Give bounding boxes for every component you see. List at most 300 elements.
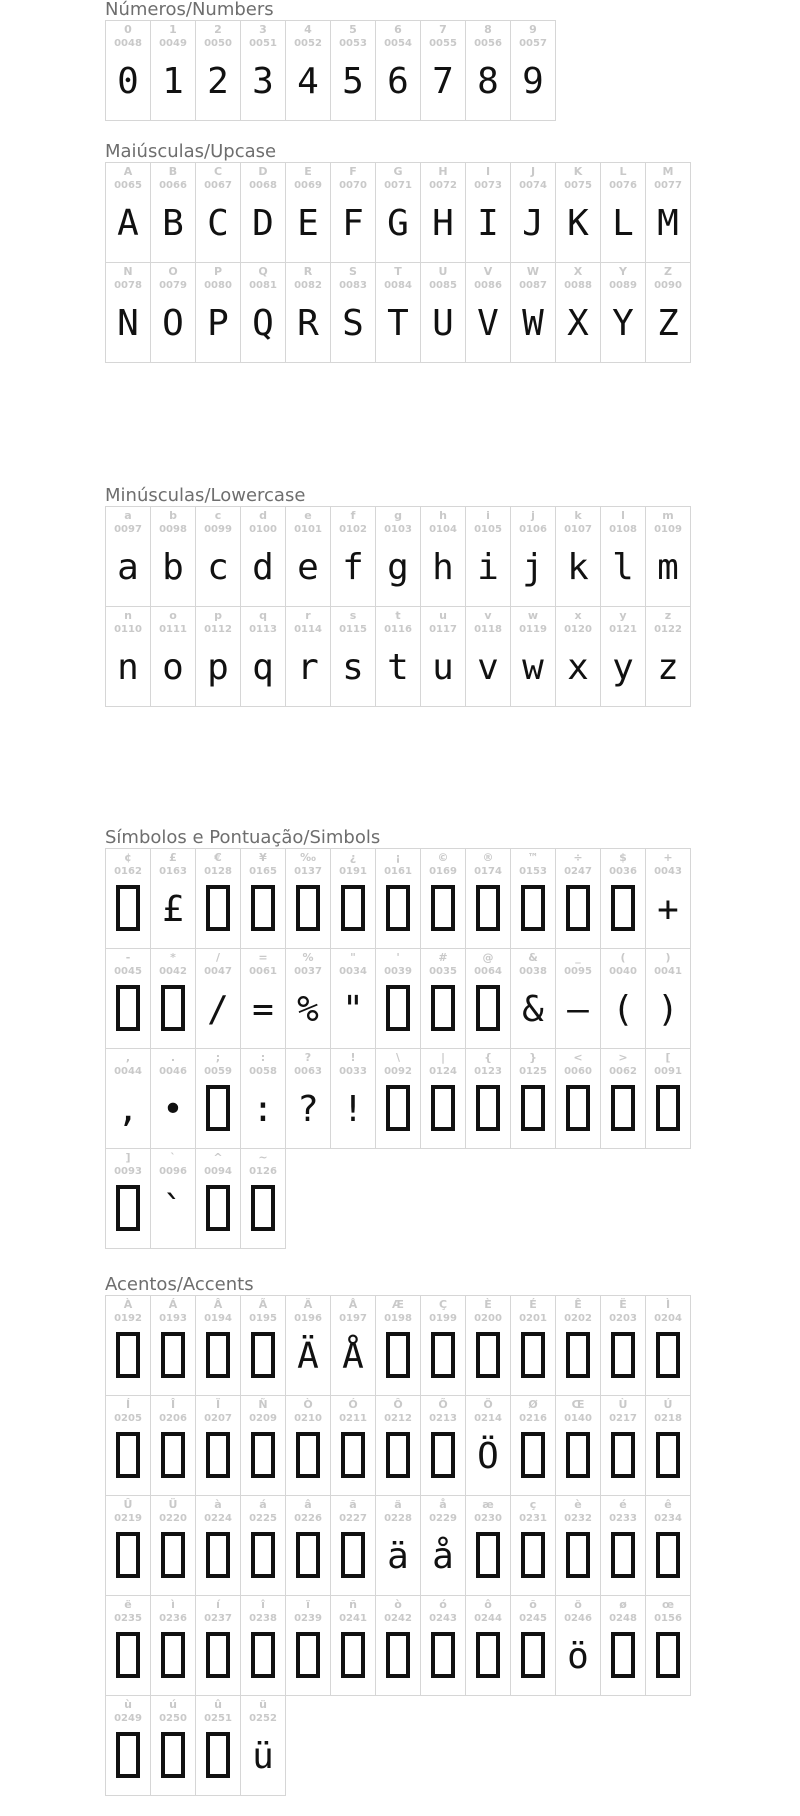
glyph-code: 0225 (249, 1513, 277, 1524)
glyph-code: 0233 (609, 1513, 637, 1524)
glyph-char-label: ] (125, 1151, 131, 1164)
glyph-char-label: I (485, 165, 491, 178)
glyph-char-label: Q (258, 265, 268, 278)
glyph-code: 0197 (339, 1313, 367, 1324)
glyph-char-label: 7 (439, 23, 447, 36)
glyph-preview: 7 (432, 61, 454, 102)
glyph-cell (150, 506, 196, 607)
glyph-preview: q (252, 647, 274, 688)
glyph-code: 0077 (654, 180, 682, 191)
glyph-code: 0102 (339, 524, 367, 535)
missing-glyph-box (646, 1627, 690, 1687)
glyph-cell (600, 848, 646, 949)
glyph-code: 0088 (564, 280, 592, 291)
glyph-cell (420, 948, 466, 1049)
glyph-code: 0049 (159, 38, 187, 49)
glyph-code: 0091 (654, 1066, 682, 1077)
glyph-code: 0227 (339, 1513, 367, 1524)
glyph-code: 0066 (159, 180, 187, 191)
glyph-preview: : (252, 1089, 274, 1130)
glyph-code: 0118 (474, 624, 502, 635)
glyph-char-label: Å (348, 1298, 358, 1311)
glyph-preview: G (387, 203, 409, 244)
glyph-preview: t (387, 647, 409, 688)
glyph-cell (465, 948, 511, 1049)
glyph-code: 0199 (429, 1313, 457, 1324)
glyph-preview: B (162, 203, 184, 244)
glyph-preview: g (387, 547, 409, 588)
glyph-char-label: N (123, 265, 133, 278)
glyph-cell (375, 506, 421, 607)
missing-glyph-box (106, 880, 150, 940)
glyph-code: 0232 (564, 1513, 592, 1524)
missing-glyph-box (106, 1627, 150, 1687)
glyph-cell (600, 1395, 646, 1496)
glyph-char-label: à (214, 1498, 222, 1511)
glyph-code: 0239 (294, 1613, 322, 1624)
missing-glyph-box (511, 1327, 555, 1387)
glyph-cell (240, 1595, 286, 1696)
glyph-preview: x (567, 647, 589, 688)
glyph-code: 0040 (609, 966, 637, 977)
glyph-char-label: ä (394, 1498, 402, 1511)
glyph-cell (420, 606, 466, 707)
glyph-char-label: ó (439, 1598, 447, 1611)
glyph-char-label: i (486, 509, 490, 522)
glyph-code: 0214 (474, 1413, 502, 1424)
glyph-code: 0209 (249, 1413, 277, 1424)
missing-glyph-box (196, 1427, 240, 1487)
missing-glyph-box (421, 1327, 465, 1387)
glyph-code: 0053 (339, 38, 367, 49)
glyph-preview: Q (252, 303, 274, 344)
glyph-char-label: æ (482, 1498, 494, 1511)
glyph-char-label: G (393, 165, 403, 178)
glyph-code: 0057 (519, 38, 547, 49)
glyph-preview: L (612, 203, 634, 244)
glyph-code: 0235 (114, 1613, 142, 1624)
glyph-code: 0058 (249, 1066, 277, 1077)
glyph-char-label: q (259, 609, 267, 622)
glyph-char-label: © (437, 851, 449, 864)
glyph-cell (375, 262, 421, 363)
glyph-cell (330, 1595, 376, 1696)
glyph-preview: o (162, 647, 184, 688)
glyph-code: 0242 (384, 1613, 412, 1624)
missing-glyph-box (286, 880, 330, 940)
glyph-char-label: Œ (571, 1398, 585, 1411)
glyph-code: 0035 (429, 966, 457, 977)
glyph-code: 0203 (609, 1313, 637, 1324)
glyph-char-label: h (439, 509, 447, 522)
glyph-cell (195, 948, 241, 1049)
glyph-cell (330, 948, 376, 1049)
glyph-preview: Ö (477, 1436, 499, 1477)
glyph-char-label: ¢ (124, 851, 132, 864)
glyph-cell (420, 506, 466, 607)
glyph-preview: X (567, 303, 589, 344)
glyph-code: 0097 (114, 524, 142, 535)
glyph-char-label: \ (395, 1051, 401, 1064)
glyph-cell (510, 1048, 556, 1149)
glyph-cell (285, 1048, 331, 1149)
glyph-char-label: ™ (527, 851, 539, 864)
glyph-code: 0093 (114, 1166, 142, 1177)
glyph-cell (285, 1495, 331, 1596)
glyph-cell (150, 20, 196, 121)
glyph-char-label: ü (259, 1698, 267, 1711)
glyph-code: 0205 (114, 1413, 142, 1424)
missing-glyph-box (646, 1080, 690, 1140)
glyph-cell (555, 1395, 601, 1496)
missing-glyph-box (376, 1327, 420, 1387)
glyph-char-label: Ö (483, 1398, 493, 1411)
glyph-code: 0192 (114, 1313, 142, 1324)
glyph-code: 0165 (249, 866, 277, 877)
glyph-cell (465, 162, 511, 263)
glyph-char-label: Â (213, 1298, 223, 1311)
glyph-cell (555, 1495, 601, 1596)
glyph-cell (150, 1595, 196, 1696)
glyph-char-label: ' (396, 951, 400, 964)
glyph-char-label: p (214, 609, 222, 622)
glyph-code: 0248 (609, 1613, 637, 1624)
glyph-preview: Y (612, 303, 634, 344)
glyph-char-label: : (260, 1051, 266, 1064)
glyph-code: 0046 (159, 1066, 187, 1077)
glyph-preview: 1 (162, 61, 184, 102)
glyph-preview: 6 (387, 61, 409, 102)
glyph-char-label: ) (665, 951, 671, 964)
glyph-cell (150, 1495, 196, 1596)
section-title: Acentos/Accents (105, 1274, 254, 1295)
glyph-preview: Ä (297, 1336, 319, 1377)
glyph-char-label: ö (574, 1598, 582, 1611)
missing-glyph-box (106, 1327, 150, 1387)
glyph-preview: å (432, 1536, 454, 1577)
missing-glyph-box (556, 880, 600, 940)
glyph-cell (150, 1695, 196, 1796)
glyph-preview: i (477, 547, 499, 588)
glyph-code: 0243 (429, 1613, 457, 1624)
glyph-code: 0045 (114, 966, 142, 977)
glyph-char-label: a (124, 509, 132, 522)
glyph-cell (555, 606, 601, 707)
glyph-char-label: Æ (392, 1298, 404, 1311)
glyph-cell (465, 848, 511, 949)
missing-glyph-box (466, 880, 510, 940)
glyph-code: 0231 (519, 1513, 547, 1524)
missing-glyph-box (241, 1527, 285, 1587)
section-upcase (105, 142, 705, 362)
glyph-char-label: ç (529, 1498, 537, 1511)
glyph-cell (465, 262, 511, 363)
glyph-char-label: Û (123, 1498, 133, 1511)
glyph-char-label: $ (619, 851, 627, 864)
glyph-cell (465, 1295, 511, 1396)
glyph-code: 0034 (339, 966, 367, 977)
glyph-code: 0098 (159, 524, 187, 535)
missing-glyph-box (646, 1427, 690, 1487)
glyph-code: 0119 (519, 624, 547, 635)
glyph-preview: p (207, 647, 229, 688)
glyph-cell (555, 162, 601, 263)
glyph-code: 0054 (384, 38, 412, 49)
glyph-char-label: f (350, 509, 356, 522)
glyph-preview: j (522, 547, 544, 588)
glyph-char-label: " (350, 951, 356, 964)
glyph-char-label: 8 (484, 23, 492, 36)
glyph-cell (375, 162, 421, 263)
glyph-char-label: [ (665, 1051, 671, 1064)
glyph-preview: S (342, 303, 364, 344)
glyph-char-label: O (168, 265, 178, 278)
glyph-cell (555, 948, 601, 1049)
glyph-code: 0084 (384, 280, 412, 291)
glyph-preview: U (432, 303, 454, 344)
glyph-char-label: k (574, 509, 582, 522)
glyph-code: 0234 (654, 1513, 682, 1524)
glyph-preview: s (342, 647, 364, 688)
glyph-char-label: Í (125, 1398, 131, 1411)
glyph-cell (240, 1295, 286, 1396)
glyph-cell (105, 162, 151, 263)
missing-glyph-box (421, 1427, 465, 1487)
glyph-cell (105, 1595, 151, 1696)
missing-glyph-box (376, 1427, 420, 1487)
glyph-char-label: _ (575, 951, 581, 964)
glyph-cell (465, 20, 511, 121)
glyph-code: 0193 (159, 1313, 187, 1324)
glyph-code: 0201 (519, 1313, 547, 1324)
glyph-cell (510, 506, 556, 607)
glyph-code: 0230 (474, 1513, 502, 1524)
glyph-cell (150, 162, 196, 263)
glyph-preview: 3 (252, 61, 274, 102)
glyph-preview: O (162, 303, 184, 344)
glyph-char-label: b (169, 509, 177, 522)
missing-glyph-box (151, 1527, 195, 1587)
glyph-code: 0103 (384, 524, 412, 535)
glyph-char-label: s (349, 609, 357, 622)
glyph-char-label: n (124, 609, 132, 622)
glyph-cell (240, 606, 286, 707)
glyph-preview: = (252, 989, 274, 1030)
glyph-cell (285, 506, 331, 607)
section-symbols (105, 828, 705, 1248)
glyph-char-label: % (302, 951, 314, 964)
glyph-char-label: á (259, 1498, 267, 1511)
glyph-char-label: ! (350, 1051, 356, 1064)
glyph-preview: ä (387, 1536, 409, 1577)
glyph-cell (105, 1695, 151, 1796)
glyph-cell (510, 1495, 556, 1596)
glyph-grid (105, 20, 705, 120)
glyph-code: 0061 (249, 966, 277, 977)
glyph-cell (150, 606, 196, 707)
missing-glyph-box (331, 1627, 375, 1687)
glyph-char-label: W (526, 265, 540, 278)
glyph-cell (105, 262, 151, 363)
glyph-cell (285, 162, 331, 263)
glyph-char-label: R (303, 265, 313, 278)
glyph-code: 0196 (294, 1313, 322, 1324)
glyph-char-label: ® (482, 851, 494, 864)
glyph-code: 0252 (249, 1713, 277, 1724)
glyph-code: 0125 (519, 1066, 547, 1077)
glyph-code: 0087 (519, 280, 547, 291)
glyph-char-label: ô (484, 1598, 492, 1611)
glyph-preview: C (207, 203, 229, 244)
glyph-cell (420, 1595, 466, 1696)
glyph-code: 0128 (204, 866, 232, 877)
glyph-char-label: x (574, 609, 582, 622)
missing-glyph-box (106, 1527, 150, 1587)
glyph-char-label: Î (170, 1398, 176, 1411)
missing-glyph-box (151, 1627, 195, 1687)
glyph-cell (510, 262, 556, 363)
glyph-cell (510, 1595, 556, 1696)
missing-glyph-box (376, 980, 420, 1040)
glyph-code: 0043 (654, 866, 682, 877)
glyph-preview: a (117, 547, 139, 588)
glyph-cell (645, 1295, 691, 1396)
glyph-cell (105, 1295, 151, 1396)
glyph-code: 0051 (249, 38, 277, 49)
glyph-cell (150, 1148, 196, 1249)
glyph-cell (195, 1148, 241, 1249)
glyph-cell (195, 606, 241, 707)
glyph-code: 0089 (609, 280, 637, 291)
glyph-char-label: ñ (349, 1598, 357, 1611)
glyph-code: 0241 (339, 1613, 367, 1624)
glyph-preview: — (567, 989, 589, 1030)
glyph-char-label: Ú (663, 1398, 673, 1411)
glyph-cell (420, 848, 466, 949)
missing-glyph-box (601, 1427, 645, 1487)
glyph-char-label: 0 (124, 23, 132, 36)
glyph-code: 0113 (249, 624, 277, 635)
glyph-char-label: g (394, 509, 402, 522)
missing-glyph-box (511, 1627, 555, 1687)
glyph-char-label: X (573, 265, 583, 278)
glyph-code: 0163 (159, 866, 187, 877)
glyph-cell (285, 948, 331, 1049)
glyph-cell (465, 1495, 511, 1596)
glyph-cell (240, 20, 286, 121)
glyph-cell (285, 848, 331, 949)
glyph-char-label: S (349, 265, 357, 278)
glyph-code: 0114 (294, 624, 322, 635)
glyph-preview: T (387, 303, 409, 344)
glyph-char-label: 2 (214, 23, 222, 36)
glyph-cell (645, 506, 691, 607)
glyph-grid (105, 162, 705, 362)
glyph-code: 0162 (114, 866, 142, 877)
missing-glyph-box (556, 1080, 600, 1140)
glyph-char-label: Ô (393, 1398, 403, 1411)
glyph-cell (555, 848, 601, 949)
glyph-cell (555, 506, 601, 607)
glyph-char-label: ø (619, 1598, 627, 1611)
glyph-char-label: o (169, 609, 177, 622)
glyph-preview: h (432, 547, 454, 588)
glyph-code: 0047 (204, 966, 232, 977)
missing-glyph-box (241, 1180, 285, 1240)
glyph-preview: 5 (342, 61, 364, 102)
glyph-code: 0073 (474, 180, 502, 191)
glyph-char-label: Ø (528, 1398, 538, 1411)
glyph-code: 0250 (159, 1713, 187, 1724)
glyph-preview: d (252, 547, 274, 588)
glyph-preview: y (612, 647, 634, 688)
glyph-code: 0070 (339, 180, 367, 191)
glyph-cell (510, 1395, 556, 1496)
glyph-cell (240, 1395, 286, 1496)
missing-glyph-box (421, 880, 465, 940)
glyph-char-label: À (123, 1298, 133, 1311)
glyph-code: 0200 (474, 1313, 502, 1324)
glyph-cell (375, 20, 421, 121)
glyph-char-label: â (304, 1498, 312, 1511)
missing-glyph-box (421, 980, 465, 1040)
glyph-code: 0071 (384, 180, 412, 191)
glyph-code: 0052 (294, 38, 322, 49)
missing-glyph-box (601, 1627, 645, 1687)
glyph-preview: k (567, 547, 589, 588)
glyph-preview: z (657, 647, 679, 688)
glyph-code: 0050 (204, 38, 232, 49)
glyph-code: 0153 (519, 866, 547, 877)
missing-glyph-box (466, 1527, 510, 1587)
glyph-preview: u (432, 647, 454, 688)
glyph-code: 0115 (339, 624, 367, 635)
glyph-char-label: ? (304, 1051, 312, 1064)
glyph-code: 0213 (429, 1413, 457, 1424)
glyph-char-label: D (258, 165, 268, 178)
glyph-char-label: | (440, 1051, 446, 1064)
missing-glyph-box (196, 1180, 240, 1240)
missing-glyph-box (601, 1527, 645, 1587)
glyph-code: 0083 (339, 280, 367, 291)
glyph-code: 0042 (159, 966, 187, 977)
missing-glyph-box (241, 1627, 285, 1687)
glyph-code: 0044 (114, 1066, 142, 1077)
glyph-cell (330, 506, 376, 607)
glyph-code: 0202 (564, 1313, 592, 1324)
glyph-code: 0068 (249, 180, 277, 191)
section-accents (105, 1275, 705, 1795)
glyph-char-label: Ü (168, 1498, 178, 1511)
glyph-cell (240, 1148, 286, 1249)
glyph-code: 0090 (654, 280, 682, 291)
glyph-preview: ) (657, 989, 679, 1030)
glyph-char-label: Ç (438, 1298, 448, 1311)
missing-glyph-box (376, 880, 420, 940)
glyph-preview: c (207, 547, 229, 588)
glyph-cell (510, 20, 556, 121)
missing-glyph-box (286, 1427, 330, 1487)
glyph-char-label: r (305, 609, 311, 622)
glyph-cell (105, 848, 151, 949)
missing-glyph-box (556, 1427, 600, 1487)
glyph-cell (510, 162, 556, 263)
missing-glyph-box (511, 1080, 555, 1140)
glyph-grid (105, 1295, 705, 1795)
glyph-code: 0078 (114, 280, 142, 291)
missing-glyph-box (511, 880, 555, 940)
missing-glyph-box (376, 1080, 420, 1140)
